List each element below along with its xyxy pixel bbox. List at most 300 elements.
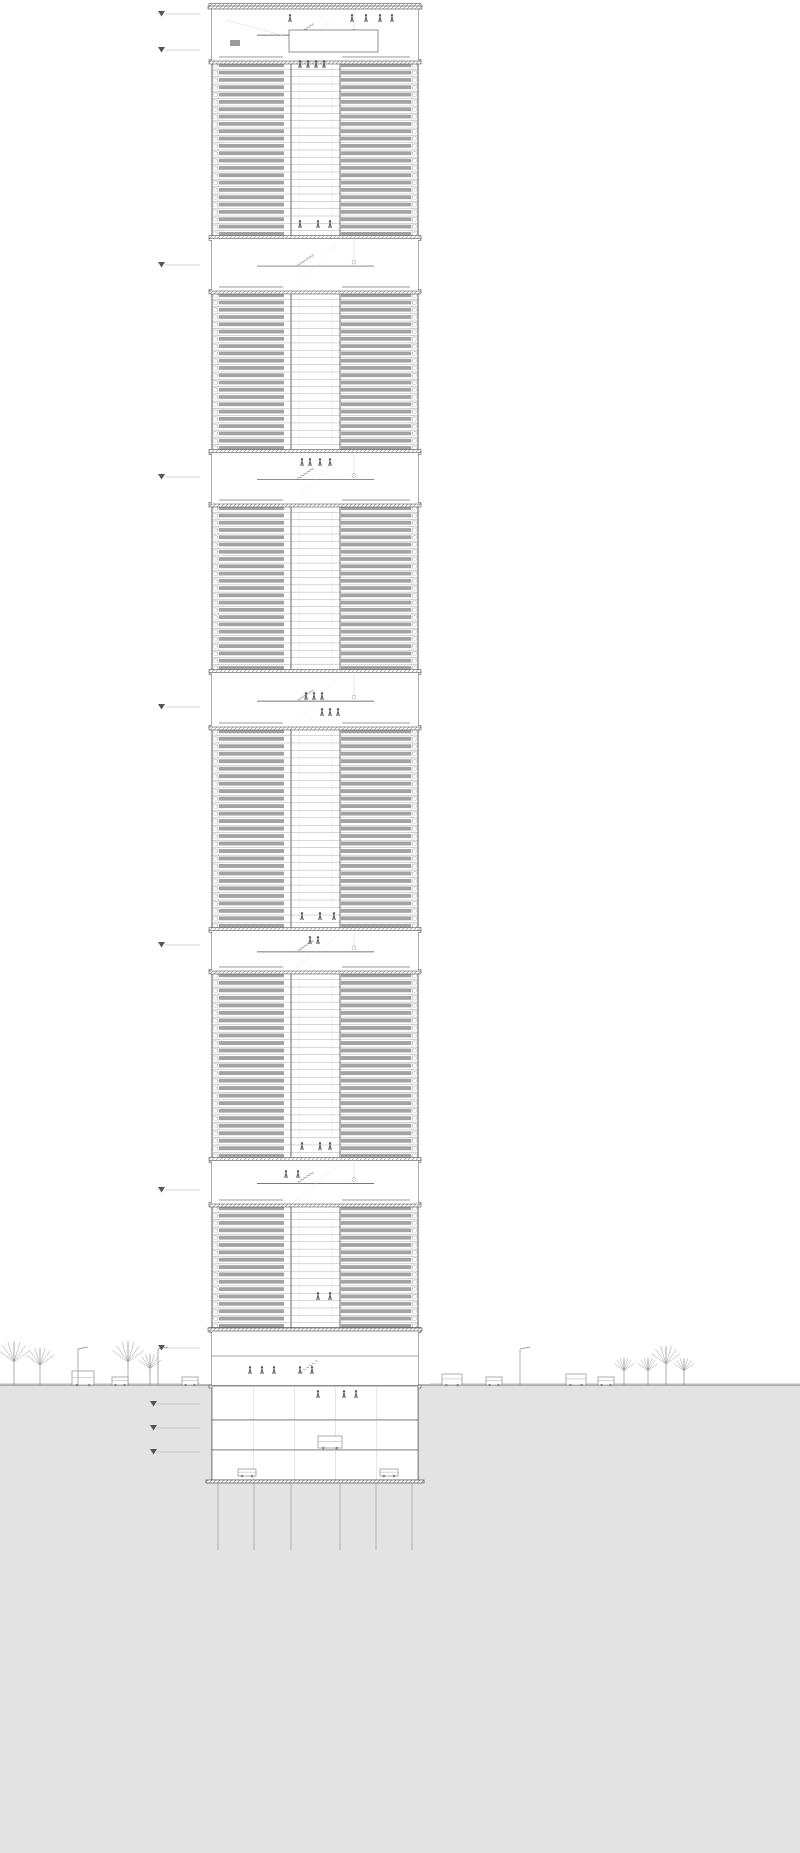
floor-slab (341, 996, 411, 1000)
floor-slab (219, 78, 284, 82)
figure-head (315, 60, 317, 62)
figure-head (301, 912, 303, 914)
garden-planter (219, 1199, 283, 1201)
tree-branch (624, 1360, 631, 1370)
floor-slab (341, 1034, 411, 1038)
vehicle-body (598, 1377, 614, 1385)
floor-slab (341, 819, 411, 823)
figure-head (313, 692, 315, 694)
floor-slab (341, 652, 411, 656)
figure-head (319, 458, 321, 460)
floor-slab (219, 1131, 284, 1135)
vehicle-icon (318, 1436, 342, 1449)
floor-slab (341, 71, 411, 75)
figure-head (355, 1390, 357, 1392)
floor-slab (341, 431, 411, 435)
floor-slab (219, 608, 284, 612)
vehicle-wheel (488, 1384, 491, 1387)
floor-slab (219, 330, 284, 334)
floor-slab (341, 173, 411, 177)
garden-planter (342, 499, 410, 501)
figure-head (299, 220, 301, 222)
floor-slab (341, 1302, 411, 1306)
floor-slab (341, 528, 411, 532)
floor-slab (341, 1280, 411, 1284)
sky-lobby-top-slab (209, 236, 421, 239)
tree-branch (26, 1355, 40, 1365)
floor-slab (341, 1228, 411, 1232)
floor-slab (219, 1139, 284, 1143)
floor-slab (341, 909, 411, 913)
floor-slab (341, 395, 411, 399)
floor-slab (219, 159, 284, 163)
tree-branch (660, 1346, 666, 1364)
vehicle-icon (380, 1469, 398, 1477)
lamp-post-icon (158, 1347, 168, 1385)
floor-slab (219, 857, 284, 861)
vehicle-wheel (445, 1384, 448, 1387)
vehicle-icon (238, 1469, 256, 1477)
figure-head (305, 692, 307, 694)
floor-slab (341, 1154, 411, 1158)
floor-slab (219, 622, 284, 626)
floor-slab (219, 188, 284, 192)
figure-head (285, 1170, 287, 1172)
tree-branch (150, 1357, 158, 1369)
level-marker-triangle (158, 704, 165, 710)
vehicle-icon (442, 1374, 462, 1386)
floor-slab (341, 129, 411, 133)
floor-slab (341, 1064, 411, 1068)
figure-head (337, 708, 339, 710)
vehicle-wheel (497, 1384, 500, 1387)
floor-slab (219, 1071, 284, 1075)
figure-head (351, 14, 353, 16)
lamp-arm (78, 1347, 88, 1349)
floor-slab (219, 308, 284, 312)
tree-icon (26, 1347, 53, 1385)
level-marker-triangle (158, 11, 165, 17)
floor-slab (341, 894, 411, 898)
basement-level (212, 1420, 418, 1450)
floor-slab (219, 431, 284, 435)
floor-slab (341, 1026, 411, 1030)
floor-slab (219, 1018, 284, 1022)
floor-slab (341, 122, 411, 126)
floor-slab (341, 737, 411, 741)
vehicle-wheel (335, 1447, 338, 1450)
tree-branch (648, 1360, 655, 1370)
floor-slab (341, 864, 411, 868)
figure-head (317, 220, 319, 222)
floor-slab (341, 827, 411, 831)
garden-planter (342, 966, 410, 968)
figure-head (249, 1366, 251, 1368)
tree-branch (128, 1342, 134, 1362)
floor-slab (219, 424, 284, 428)
floor-slab (341, 1018, 411, 1022)
tree-branch (14, 1342, 20, 1362)
floor-slab (219, 1124, 284, 1128)
garden-planter (219, 286, 283, 288)
floor-slab (219, 514, 284, 518)
floor-slab (219, 864, 284, 868)
level-marker-triangle (158, 262, 165, 268)
floor-slab (219, 410, 284, 414)
vehicle-icon (182, 1377, 198, 1386)
sky-lobby-top-slab (209, 928, 421, 931)
tree-branch (150, 1354, 154, 1368)
floor-slab (341, 1295, 411, 1299)
floor-slab (219, 615, 284, 619)
floor-slab (341, 1258, 411, 1262)
level-marker (158, 262, 200, 268)
floor-slab (341, 1309, 411, 1313)
tree-branch (638, 1364, 648, 1371)
level-marker (158, 942, 200, 948)
floor-slab (341, 1071, 411, 1075)
floor-slab (219, 122, 284, 126)
floor-slab (341, 812, 411, 816)
tree-branch (648, 1358, 652, 1370)
sky-lobby-bottom-slab (209, 1204, 421, 1207)
vehicle-wheel (322, 1447, 325, 1450)
floor-slab (341, 1324, 411, 1328)
sky-lobby (209, 236, 421, 295)
sky-lobby-top-slab (209, 670, 421, 673)
tree-branch (624, 1358, 628, 1370)
lamp-arm (520, 1347, 530, 1349)
tree-branch (139, 1360, 150, 1368)
tree-branch (40, 1351, 50, 1365)
level-marker (158, 47, 200, 53)
floor-slab (341, 381, 411, 385)
floor-slab (219, 535, 284, 539)
figure-head (307, 60, 309, 62)
vehicle-icon (598, 1377, 614, 1386)
floor-slab (219, 115, 284, 119)
floor-slab (341, 752, 411, 756)
floor-slab (341, 1221, 411, 1225)
floor-slab (219, 144, 284, 148)
sky-lobby-top-slab (209, 450, 421, 453)
garden-planter (342, 56, 410, 58)
floor-slab (341, 521, 411, 525)
vehicle-icon (566, 1374, 586, 1386)
floor-slab (219, 1250, 284, 1254)
figure-head (297, 1170, 299, 1172)
floor-slab (219, 909, 284, 913)
floor-slab (219, 1295, 284, 1299)
floor-slab (219, 988, 284, 992)
floor-slab (219, 1064, 284, 1068)
floor-slab (341, 637, 411, 641)
floor-slab (219, 782, 284, 786)
floor-slab (341, 886, 411, 890)
floor-slab (219, 1146, 284, 1150)
tree-branch (2, 1345, 14, 1362)
floor-slab (341, 834, 411, 838)
floor-slab (219, 1236, 284, 1240)
floor-slab (341, 107, 411, 111)
floor-slab (341, 1079, 411, 1083)
floor-slab (219, 797, 284, 801)
floor-slab (341, 410, 411, 414)
floor-slab (219, 85, 284, 89)
vehicle-body (182, 1377, 198, 1385)
tree-icon (0, 1341, 30, 1385)
floor-slab (341, 1273, 411, 1277)
floor-slab (219, 842, 284, 846)
floor-slab (341, 1287, 411, 1291)
floor-slab (341, 315, 411, 319)
figure-head (311, 1366, 313, 1368)
floor-slab (341, 744, 411, 748)
floor-slab (341, 572, 411, 576)
floor-slab (219, 644, 284, 648)
floor-slab (341, 1131, 411, 1135)
tree-branch (142, 1357, 150, 1369)
vehicle-body (72, 1371, 94, 1385)
floor-slab (341, 849, 411, 853)
level-marker (158, 1187, 200, 1193)
garden-planter (342, 722, 410, 724)
figure-head (329, 220, 331, 222)
garden-planter (219, 499, 283, 501)
floor-slab (219, 1034, 284, 1038)
floor-slab (219, 586, 284, 590)
vehicle-wheel (580, 1384, 583, 1387)
sky-lobby-bottom-slab (209, 504, 421, 507)
vehicle-wheel (193, 1384, 196, 1387)
floor-slab (219, 166, 284, 170)
tree-branch (128, 1350, 144, 1362)
floor-slab (341, 424, 411, 428)
floor-slab (219, 322, 284, 326)
floor-slab (341, 871, 411, 875)
tree-branch (666, 1349, 676, 1364)
vehicle-wheel (569, 1384, 572, 1387)
vehicle-wheel (609, 1384, 612, 1387)
floor-slab (341, 1101, 411, 1105)
vehicle-wheel (241, 1475, 244, 1478)
floor-slab (219, 203, 284, 207)
vehicle-body (380, 1469, 398, 1476)
floor-slab (219, 439, 284, 443)
vehicle-wheel (123, 1384, 126, 1387)
floor-slab (219, 819, 284, 823)
floor-slab (341, 93, 411, 97)
floor-slab (219, 217, 284, 221)
floor-slab (219, 550, 284, 554)
figure-head (317, 1390, 319, 1392)
floor-slab (219, 1086, 284, 1090)
figure-head (379, 14, 381, 16)
floor-slab (219, 924, 284, 928)
vehicle-body (486, 1377, 502, 1385)
tree-branch (146, 1354, 150, 1368)
tower-layer (209, 4, 421, 1481)
vehicle-body (442, 1374, 462, 1385)
floor-slab (341, 1049, 411, 1053)
floor-slab (341, 1003, 411, 1007)
floor-slab (219, 557, 284, 561)
floor-slab (341, 100, 411, 104)
floor-slab (219, 1214, 284, 1218)
tree-branch (674, 1364, 684, 1371)
floor-slab (341, 630, 411, 634)
floor-slab (341, 301, 411, 305)
floor-slab (219, 572, 284, 576)
floor-slab (341, 195, 411, 199)
floor-slab (219, 1101, 284, 1105)
floor-slab (219, 225, 284, 229)
floor-slab (219, 195, 284, 199)
vehicle-body (112, 1377, 128, 1385)
floor-slab (219, 315, 284, 319)
floor-slab (219, 417, 284, 421)
floor-slab (341, 924, 411, 928)
floor-slab (341, 144, 411, 148)
tree-icon (614, 1358, 634, 1385)
floor-slab (219, 1079, 284, 1083)
tree-branch (40, 1355, 54, 1365)
floor-slab (341, 593, 411, 597)
sky-lobby (209, 1158, 421, 1208)
floor-slab (341, 988, 411, 992)
floor-slab (341, 1116, 411, 1120)
floor-slab (219, 100, 284, 104)
sky-lobby-void (212, 672, 418, 728)
floor-slab (219, 381, 284, 385)
floor-slab (219, 812, 284, 816)
floor-slab (341, 439, 411, 443)
sky-lobby-top-slab (209, 1158, 421, 1161)
figure-head (299, 60, 301, 62)
floor-slab (219, 388, 284, 392)
floor-slab (341, 203, 411, 207)
floor-slab (341, 782, 411, 786)
tree-branch (116, 1345, 128, 1362)
floor-slab (219, 879, 284, 883)
floor-slab (341, 166, 411, 170)
figure-head (309, 458, 311, 460)
garden-planter (219, 56, 283, 58)
floor-slab (341, 659, 411, 663)
floor-slab (341, 901, 411, 905)
floor-slab (341, 402, 411, 406)
vehicle-wheel (251, 1475, 254, 1478)
roof-plant-room (289, 30, 378, 52)
sky-lobby-bottom-slab (209, 971, 421, 974)
tree-branch (617, 1360, 624, 1370)
floor-slab (341, 217, 411, 221)
tree-icon (674, 1358, 694, 1385)
basement-level (212, 1386, 418, 1420)
floor-slab (219, 373, 284, 377)
floor-slab (219, 1003, 284, 1007)
tree-branch (35, 1348, 40, 1365)
floor-slab (219, 652, 284, 656)
level-marker (158, 704, 200, 710)
floor-slab (219, 137, 284, 141)
vehicle-icon (112, 1377, 128, 1386)
floor-slab (341, 644, 411, 648)
floor-slab (219, 1049, 284, 1053)
floor-slab (341, 188, 411, 192)
floor-slab (219, 593, 284, 597)
lobby-void (212, 1330, 418, 1385)
figure-head (343, 1390, 345, 1392)
floor-slab (219, 344, 284, 348)
vehicle-icon (486, 1377, 502, 1386)
floor-slab (219, 1154, 284, 1158)
floor-slab (341, 1094, 411, 1098)
level-marker (158, 474, 200, 480)
floor-slab (219, 630, 284, 634)
floor-slab (341, 417, 411, 421)
floor-slab (341, 1250, 411, 1254)
garden-planter (219, 722, 283, 724)
floor-slab (219, 366, 284, 370)
floor-slab (219, 886, 284, 890)
floor-slab (219, 901, 284, 905)
floor-slab (341, 1317, 411, 1321)
foundation-slab (206, 1480, 424, 1483)
floor-slab (341, 351, 411, 355)
floor-slab (341, 137, 411, 141)
floor-slab (341, 225, 411, 229)
floor-slab (219, 804, 284, 808)
tree-branch (680, 1358, 684, 1370)
floor-slab (341, 330, 411, 334)
level-marker-triangle (158, 1187, 165, 1193)
garden-planter (342, 1199, 410, 1201)
tree-branch (684, 1358, 688, 1370)
tree-branch (40, 1348, 45, 1365)
vehicle-body (238, 1469, 256, 1476)
floor-slab (219, 564, 284, 568)
lobby-ceiling-slab (208, 1328, 422, 1331)
floor-slab (219, 767, 284, 771)
sky-lobby-void (212, 238, 418, 292)
floor-slab (219, 637, 284, 641)
floor-slab (219, 894, 284, 898)
garden-planter (219, 966, 283, 968)
floor-slab (341, 1243, 411, 1247)
figure-head (329, 1292, 331, 1294)
figure-head (317, 936, 319, 938)
floor-slab (341, 388, 411, 392)
floor-slab (341, 1236, 411, 1240)
floor-slab (341, 1109, 411, 1113)
floor-slab (341, 337, 411, 341)
floor-slab (219, 359, 284, 363)
floor-slab (219, 752, 284, 756)
ground-lobby-layer (208, 1328, 422, 1385)
vehicle-icon (72, 1371, 94, 1386)
floor-slab (341, 857, 411, 861)
floor-slab (219, 210, 284, 214)
floor-slab (219, 1026, 284, 1030)
tree-branch (684, 1360, 691, 1370)
vehicle-body (566, 1374, 586, 1385)
floor-slab (341, 557, 411, 561)
tree-branch (624, 1364, 634, 1371)
floor-slab (341, 789, 411, 793)
floor-slab (341, 1041, 411, 1045)
floor-slab (341, 514, 411, 518)
